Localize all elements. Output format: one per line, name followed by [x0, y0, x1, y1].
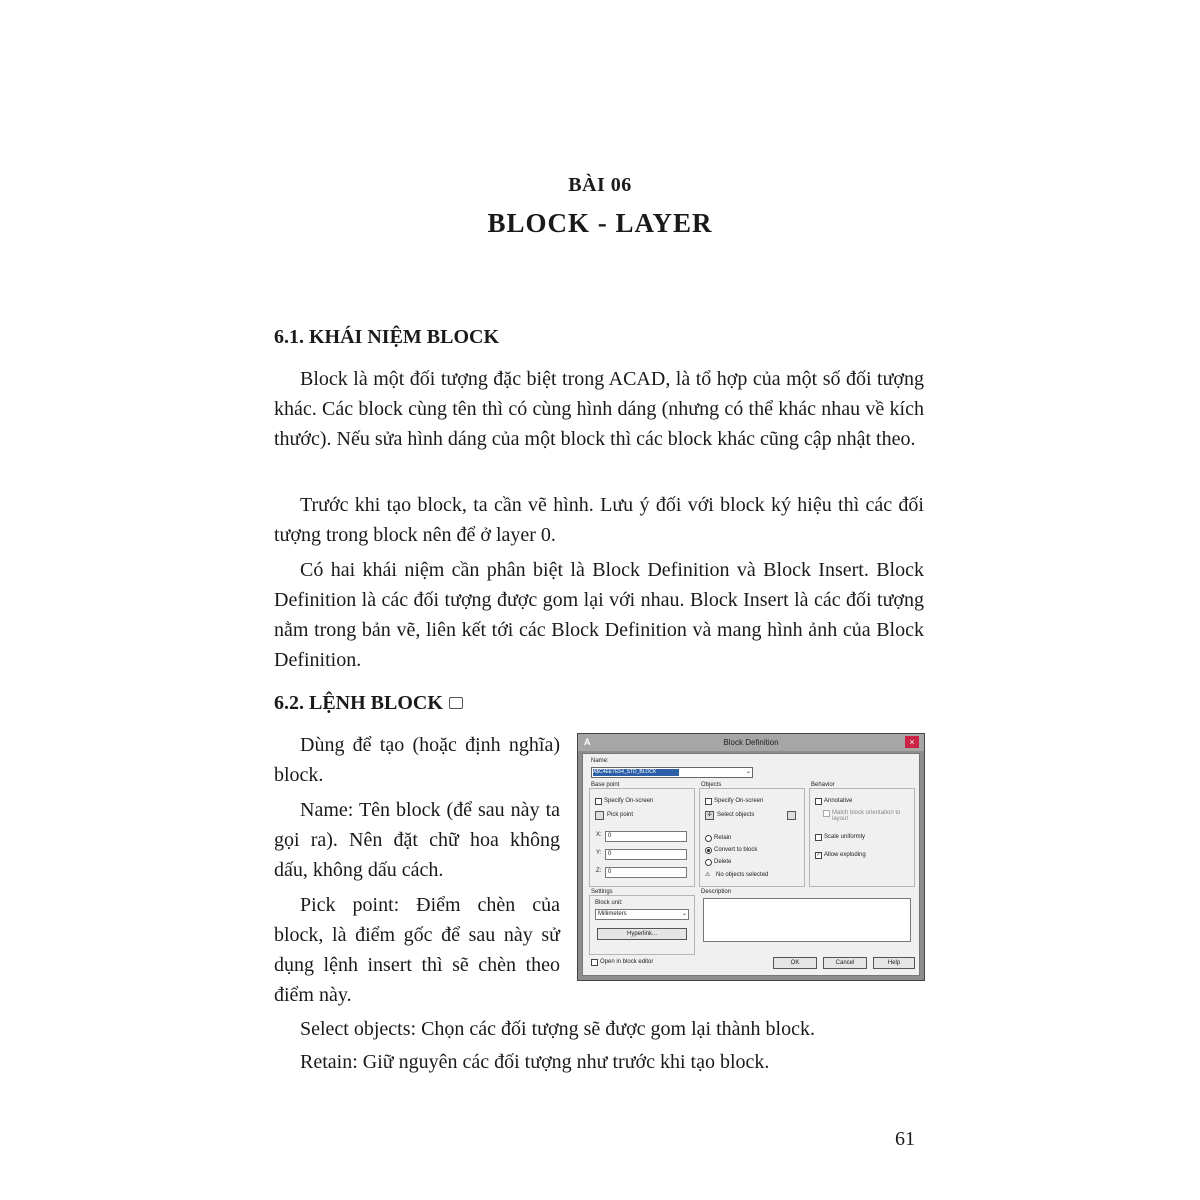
z-input[interactable]: 0 [605, 867, 687, 878]
objects-specify-checkbox[interactable] [705, 798, 712, 805]
y-label: Y: [596, 850, 602, 856]
ok-button[interactable]: OK [773, 957, 817, 969]
name-value: A$C4EE7E54_STD_BLOCK [593, 769, 679, 776]
help-button[interactable]: Help [873, 957, 915, 969]
pick-point-label: Pick point [607, 812, 634, 818]
behavior-label: Behavior [811, 782, 835, 788]
y-input[interactable]: 0 [605, 849, 687, 860]
block-unit-label: Block unit: [595, 900, 623, 906]
z-label: Z: [596, 868, 602, 874]
section-heading-block-concept: 6.1. KHÁI NIỆM BLOCK [274, 326, 500, 348]
description-textarea[interactable] [703, 898, 911, 942]
base-point-label: Base point [591, 782, 620, 788]
dialog-body [582, 753, 920, 976]
paragraph: Trước khi tạo block, ta cần vẽ hình. Lưu ý đối với block ký hiệu thì các đối tượng trong block nên để ở layer 0. [274, 494, 924, 546]
objects-label: Objects [701, 782, 722, 788]
section-heading-block-command: 6.2. LỆNH BLOCK [274, 692, 463, 715]
name-combobox[interactable] [591, 767, 753, 778]
pick-point-icon[interactable] [595, 811, 604, 820]
dialog-title: Block Definition [723, 738, 779, 747]
description-label: Description [701, 889, 732, 895]
objects-specify-label: Specify On-screen [714, 798, 764, 804]
page-number: 61 [895, 1128, 915, 1150]
paragraph: Dùng để tạo (hoặc định nghĩa) block. [274, 734, 560, 786]
scale-uniformly-label: Scale uniformly [824, 834, 866, 840]
retain-radio[interactable] [705, 835, 712, 842]
open-editor-label: Open in block editor [600, 959, 654, 965]
block-unit-select[interactable]: Millimeters ⌄ [595, 909, 689, 920]
paragraph: Name: Tên block (để sau này ta gọi ra). Nên đặt chữ hoa không dấu, không dấu cách. [274, 799, 560, 881]
annotative-label: Annotative [824, 798, 853, 804]
scale-uniformly-checkbox[interactable] [815, 834, 822, 841]
select-objects-icon[interactable]: ✣ [705, 811, 714, 820]
allow-exploding-label: Allow exploding [824, 852, 866, 858]
chevron-down-icon: ⌄ [745, 769, 751, 775]
delete-radio[interactable] [705, 859, 712, 866]
paragraph: Block là một đối tượng đặc biệt trong ACAD, là tổ hợp của một số đối tượng khác. Các block cùng tên thì có cùng hình dáng (nhưng có thể khác nhau về kích thước). Nếu sửa hình dáng của một block thì các block khác cũng cập nhật theo. [274, 368, 924, 450]
block-definition-dialog [577, 733, 925, 981]
match-orientation-label: Match block orientation to layout [832, 810, 901, 822]
convert-label: Convert to block [714, 847, 758, 853]
x-input[interactable]: 0 [605, 831, 687, 842]
warning-icon: ⚠ [705, 872, 711, 878]
paragraph-retain: Retain: Giữ nguyên các đối tượng như trước khi tạo block. [300, 1051, 770, 1073]
name-label: Name: [591, 758, 609, 764]
base-specify-checkbox[interactable] [595, 798, 602, 805]
open-editor-checkbox[interactable] [591, 959, 598, 966]
retain-label: Retain [714, 835, 732, 841]
settings-label: Settings [591, 889, 613, 895]
dialog-titlebar [578, 734, 924, 751]
allow-exploding-checkbox[interactable]: ✓ [816, 852, 821, 858]
paragraph: Pick point: Điểm chèn của block, là điểm gốc để sau này sử dụng lệnh insert thì sẽ chèn theo điểm này. [274, 894, 560, 1006]
delete-label: Delete [714, 859, 732, 865]
lesson-number: BÀI 06 [568, 174, 632, 196]
quick-select-icon[interactable] [787, 811, 796, 820]
autocad-icon: A [584, 737, 591, 747]
x-label: X: [596, 832, 602, 838]
objects-status: No objects selected [716, 872, 769, 878]
hyperlink-button[interactable]: Hyperlink... [597, 928, 687, 940]
chevron-down-icon: ⌄ [681, 911, 687, 917]
select-objects-label: Select objects [717, 812, 755, 818]
cancel-button[interactable]: Cancel [823, 957, 867, 969]
annotative-checkbox[interactable] [815, 798, 822, 805]
lesson-title: BLOCK - LAYER [487, 208, 713, 238]
close-button[interactable]: × [905, 736, 919, 748]
match-orientation-checkbox[interactable] [823, 810, 830, 817]
base-specify-label: Specify On-screen [604, 798, 654, 804]
paragraph-select-objects: Select objects: Chọn các đối tượng sẽ được gom lại thành block. [300, 1018, 815, 1040]
paragraph: Có hai khái niệm cần phân biệt là Block Definition và Block Insert. Block Definition là các đối tượng được gom lại với nhau. Block Insert là các đối tượng nằm trong bản vẽ, liên kết tới các Block Definition và mang hình ảnh của Block Definition. [274, 559, 924, 671]
convert-radio[interactable] [705, 847, 712, 854]
block-command-icon [449, 697, 463, 709]
